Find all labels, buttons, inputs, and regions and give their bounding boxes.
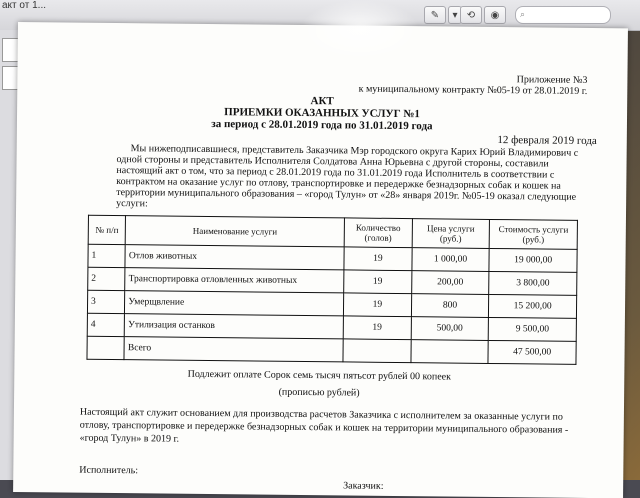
contract-reference: к муниципальному контракту №05-19 от 28.01.2019 г.	[358, 83, 588, 97]
cell-empty	[343, 339, 411, 363]
header-price: Цена услуги (руб.)	[412, 219, 490, 249]
cell-num: 3	[87, 290, 125, 313]
rotate-icon[interactable]: ⟲	[460, 6, 482, 24]
cell-num: 4	[87, 313, 125, 336]
cell-price: 800	[411, 294, 489, 318]
cell-qty: 19	[344, 270, 412, 294]
doc-period: за период с 28.01.2019 года по 31.01.2019 года	[211, 118, 433, 133]
header-qty: Количество (голов)	[344, 218, 412, 248]
window-title: акт от 1...	[2, 0, 47, 11]
cell-num: 2	[88, 267, 126, 290]
doc-date: 12 февраля 2019 года	[497, 134, 597, 148]
payable-note: (прописью рублей)	[278, 386, 360, 399]
search-input[interactable]	[515, 6, 611, 24]
cell-cost: 9 500,00	[488, 317, 576, 341]
cell-qty: 19	[344, 247, 412, 271]
header-name: Наименование услуги	[125, 216, 344, 247]
cell-name: Транспортировка отловленных животных	[125, 268, 344, 293]
cell-num: 1	[88, 244, 126, 267]
cell-cost: 15 200,00	[489, 294, 577, 318]
cell-price: 500,00	[411, 317, 489, 341]
doc-title: АКТ	[310, 95, 334, 108]
cell-name: Отлов животных	[125, 245, 344, 270]
cell-cost: 19 000,00	[489, 248, 577, 272]
document-page	[13, 22, 628, 498]
cell-name: Утилизация останков	[125, 314, 344, 339]
markup-tool-group	[424, 6, 462, 22]
pen-icon[interactable]: ✎	[424, 6, 446, 24]
header-cost: Стоимость услуги (руб.)	[489, 219, 577, 249]
chevron-down-icon[interactable]: ▾	[448, 6, 462, 24]
cell-name: Умерщвление	[125, 291, 344, 316]
table-total-row	[87, 336, 576, 364]
total-value: 47 500,00	[488, 340, 576, 364]
cell-cost: 3 800,00	[489, 271, 577, 295]
cell-empty	[87, 336, 125, 359]
edit-tool-group	[460, 6, 506, 22]
cell-empty	[411, 340, 489, 364]
appendix-label: Приложение №3	[516, 74, 588, 86]
intro-paragraph: Мы нижеподписавшиеся, представитель Заказчика Мэр городского округа Карих Юрий Владимирович с одной стороны и представитель Исполнителя Солдатова Анна Юрьевна с другой стороны, составили настоящий акт о том, что за период с 28.01.2019 года по 31.01.2019 года Исполнитель в соответствии с контрактом на оказание услуг по отлову, транспортировке и передержке безнадзорных собак и кошек на территории муниципального образования – «город Тулун» от «28» января 2019г. №05-19 оказал следующие услуги:	[116, 143, 579, 210]
basis-paragraph: Настоящий акт служит основанием для производства расчетов Заказчика с исполнителем за оказанные услуги по отлову, транспортировке и передержке безнадзорных собак и кошек на территории муниципального образования - «город Тулун» в 2019 г.	[79, 406, 569, 445]
search-icon: ⌕	[520, 10, 526, 20]
services-table	[86, 215, 577, 365]
customer-label: Заказчик:	[343, 480, 384, 492]
executor-label: Исполнитель:	[79, 464, 139, 477]
doc-subtitle: ПРИЕМКИ ОКАЗАННЫХ УСЛУГ №1	[224, 106, 420, 121]
total-label: Всего	[124, 337, 343, 362]
cell-qty: 19	[343, 316, 411, 340]
cell-price: 200,00	[411, 271, 489, 295]
cell-qty: 19	[344, 293, 412, 317]
cell-price: 1 000,00	[412, 248, 490, 272]
header-num: № п/п	[88, 215, 126, 244]
payable-amount: Подлежит оплате Сорок семь тысяч пятьсот рублей 00 копеек	[187, 368, 452, 383]
annotate-icon[interactable]: ◉	[484, 6, 506, 24]
